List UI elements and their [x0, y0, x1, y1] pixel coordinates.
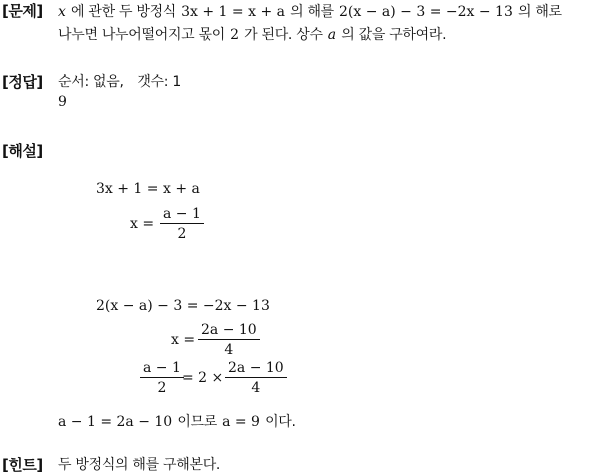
final-text-1: 이므로 [177, 414, 217, 430]
fraction-denominator: 4 [251, 380, 261, 396]
var-x: x [58, 4, 66, 20]
solution-eq1: 3x + 1 = x + a [96, 181, 200, 197]
equation-2: 2(x − a) − 3 = −2x − 13 [339, 4, 513, 20]
problem-label: [문제] [2, 2, 43, 20]
quotient-value: 2 [230, 27, 240, 43]
solution-eq3-left-fraction [140, 360, 184, 396]
answer-value: 9 [58, 94, 67, 110]
answer-meta: 순서: 없음, 갯수: 1 [58, 74, 181, 90]
solution-final-line [58, 411, 296, 431]
fraction-numerator: 2a − 10 [228, 360, 284, 376]
var-a: a [327, 27, 337, 43]
problem-text-4: 나누면 나누어떨어지고 몫이 [58, 27, 225, 43]
solution-eq2-fraction [198, 322, 260, 358]
solution-eq2: 2(x − a) − 3 = −2x − 13 [96, 298, 270, 314]
fraction-numerator: 2a − 10 [201, 322, 257, 338]
fraction-numerator: a − 1 [143, 360, 181, 376]
solution-eq2-x: x = [171, 332, 196, 348]
solution-eq3-mid: = 2 × [182, 370, 224, 386]
problem-text-5: 가 된다. 상수 [244, 27, 323, 43]
answer-label: [정답] [2, 73, 43, 91]
problem-text-3: 의 해로 [517, 4, 562, 20]
fraction-denominator: 2 [177, 226, 187, 242]
solution-eq1-x: x = [130, 216, 155, 232]
solution-label: [해설] [2, 142, 43, 160]
equation-1: 3x + 1 = x + a [181, 4, 285, 20]
problem-text-2: 의 해를 [290, 4, 334, 20]
final-text-2: 이다. [265, 414, 296, 430]
final-equation: a − 1 = 2a − 10 [58, 414, 173, 430]
hint-text: 두 방정식의 해를 구해본다. [58, 457, 221, 473]
fraction-denominator: 2 [157, 380, 167, 396]
hint-label: [힌트] [2, 456, 43, 474]
problem-text-6: 의 값을 구하여라. [341, 27, 447, 43]
problem-line-2 [58, 24, 446, 44]
fraction-denominator: 4 [224, 342, 234, 358]
problem-line-1 [58, 1, 562, 21]
solution-eq3-right-fraction [225, 360, 287, 396]
solution-eq1-fraction [160, 206, 204, 242]
problem-text-1: 에 관한 두 방정식 [71, 4, 177, 20]
final-result: a = 9 [222, 414, 260, 430]
fraction-numerator: a − 1 [163, 206, 201, 222]
